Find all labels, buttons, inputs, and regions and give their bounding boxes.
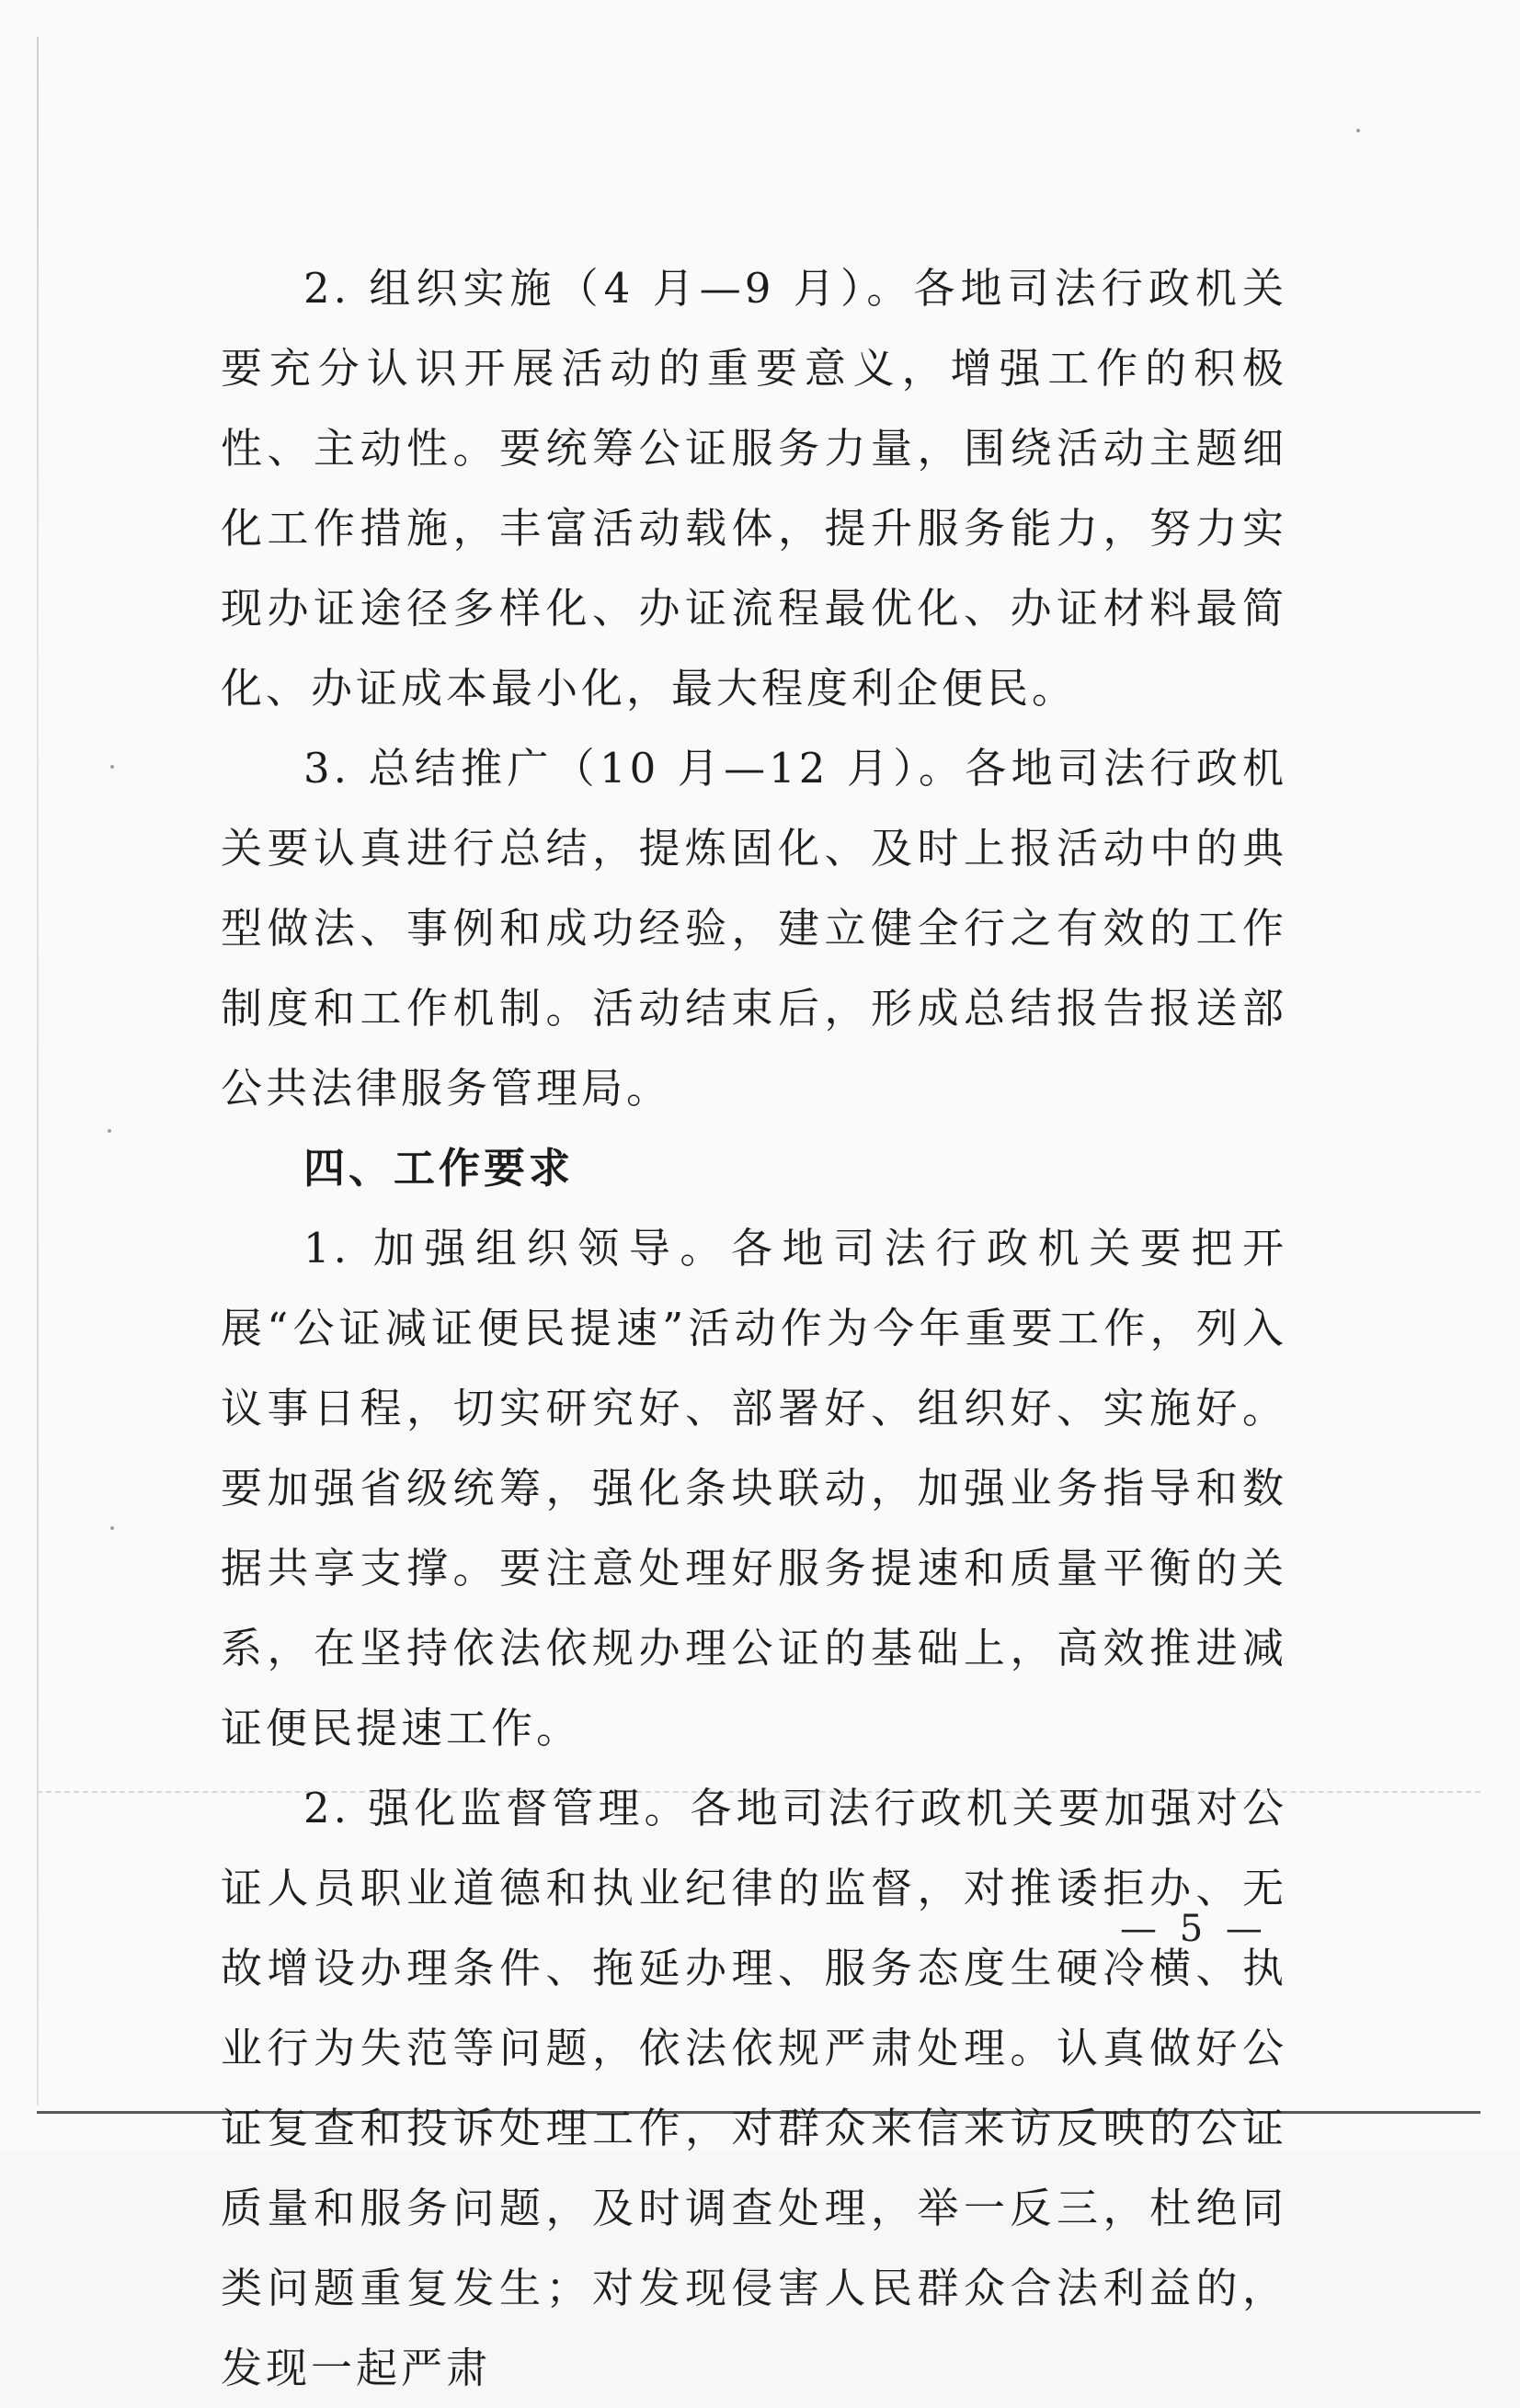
page-number: — 5 —	[1120, 1908, 1268, 1950]
scan-edge-left	[37, 37, 39, 2106]
scan-speck	[1356, 129, 1360, 132]
scan-speck	[110, 765, 114, 769]
paragraph-strengthen-leadership: 1. 加强组织领导。各地司法行政机关要把开展“公证减证便民提速”活动作为今年重要工作，列入议事日程，切实研究好、部署好、组织好、实施好。要加强省级统筹，强化条块联动，加强业务指导和数据共享支撑。要注意处理好服务提速和质量平衡的关系，在坚持依法依规办理公证的基础上，高效推进减证便民提速工作。	[221, 1224, 1287, 1752]
section-heading-work-requirements: 四、工作要求	[303, 1144, 575, 1193]
scan-speck	[110, 1526, 114, 1530]
paragraph-organize-implement: 2. 组织实施（4 月—9 月）。各地司法行政机关要充分认识开展活动的重要意义，增强工作的积极性、主动性。要统筹公证服务力量，围绕活动主题细化工作措施，丰富活动载体，提升服务能力，努力实现办证途径多样化、办证流程最优化、办证材料最简化、办证成本最小化，最大程度利企便民。	[221, 264, 1287, 713]
paragraph-summarize-promote: 3. 总结推广（10 月—12 月）。各地司法行政机关要认真进行总结，提炼固化、及时上报活动中的典型做法、事例和成功经验，建立健全行之有效的工作制度和工作机制。活动结束后，形成总结报告报送部公共法律服务管理局。	[221, 744, 1287, 1113]
document-body	[221, 248, 1287, 2408]
scan-speck	[108, 1129, 111, 1133]
paragraph-supervision-management: 2. 强化监督管理。各地司法行政机关要加强对公证人员职业道德和执业纪律的监督，对推诿拒办、无故增设办理条件、拖延办理、服务态度生硬冷横、执业行为失范等问题，依法依规严肃处理。认真做好公证复查和投诉处理工作，对群众来信来访反映的公证质量和服务问题，及时调查处理，举一反三，杜绝同类问题重复发生；对发现侵害人民群众合法利益的，发现一起严肃	[221, 1784, 1287, 2392]
